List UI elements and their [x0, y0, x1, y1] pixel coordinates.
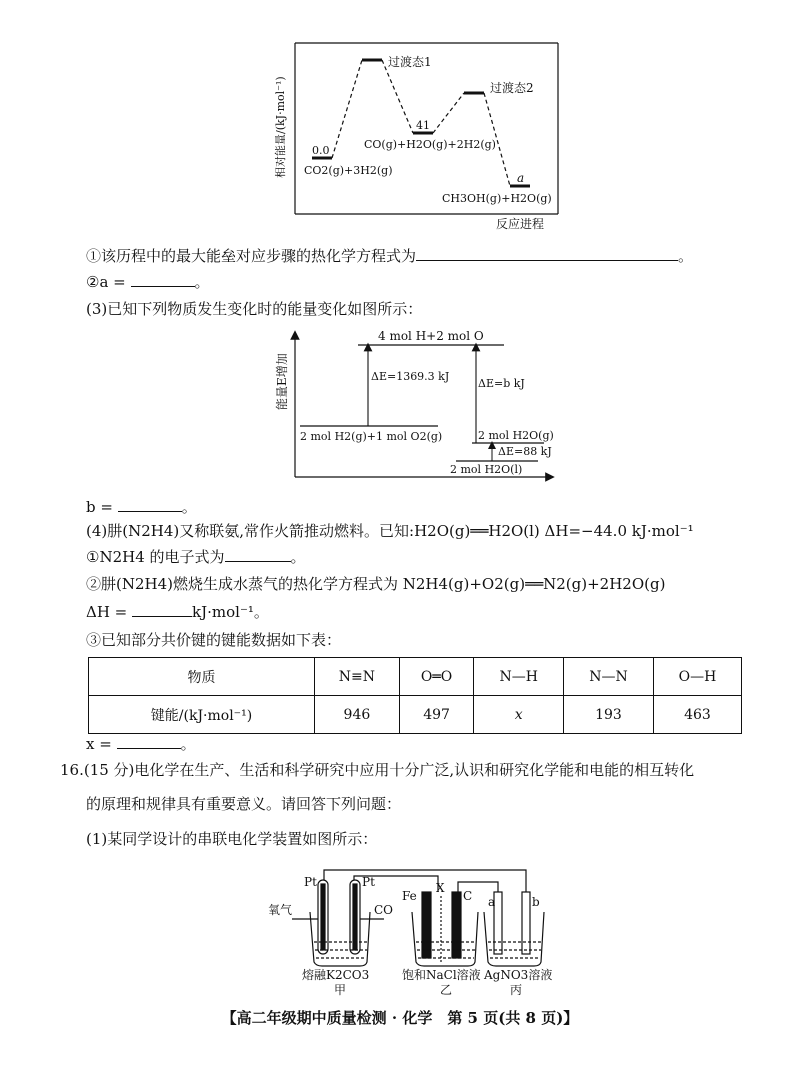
beaker-3-label: AgNO3溶液 — [484, 968, 553, 982]
y-axis-label: 能量E增加 — [275, 353, 289, 410]
table-header: N—N — [564, 658, 654, 696]
q4-item3: ③已知部分共价键的键能数据如下表： — [86, 631, 342, 649]
label-fe: Fe — [402, 889, 417, 903]
q16-line2: 的原理和规律具有重要意义。请回答下列问题： — [86, 795, 402, 813]
table-header: O═O — [399, 658, 473, 696]
table-cell: 193 — [564, 696, 654, 734]
bond-energy-diagram — [270, 325, 560, 490]
q3-text: (3)已知下列物质发生变化时的能量变化如图所示： — [86, 300, 423, 318]
level-intermediate-species: CO(g)+H2O(g)+2H2(g) — [364, 138, 496, 151]
table-cell: 463 — [653, 696, 741, 734]
answer-blank-b[interactable] — [118, 497, 182, 512]
electrode-b — [522, 892, 530, 954]
level-start-value: 0.0 — [312, 144, 330, 157]
electrode-fe — [422, 892, 431, 958]
q4-intro: (4)肼(N2H4)又称联氨,常作火箭推动燃料。已知:H2O(g)══H2O(l) ΔH=−44.0 kJ·mol⁻¹ — [86, 522, 694, 540]
dE2-label: ΔE=b kJ — [478, 377, 525, 390]
label-pt-left: Pt — [304, 875, 317, 889]
bottom-level-label: 2 mol H2O(l) — [450, 463, 523, 476]
label-b: b — [532, 895, 540, 909]
q4-item2: ②肼(N2H4)燃烧生成水蒸气的热化学方程式为 N2H4(g)+O2(g)══N2(g)+2H2O(g) — [86, 575, 666, 593]
level-end-species: CH3OH(g)+H2O(g) — [442, 192, 552, 205]
table-header: O—H — [653, 658, 741, 696]
answer-blank-x[interactable] — [117, 734, 181, 749]
answer-blank-1[interactable] — [416, 246, 678, 261]
beaker-1-name: 甲 — [334, 983, 347, 997]
electrode-pt-left-inner — [321, 884, 325, 950]
label-gas-left: 氧气 — [268, 903, 293, 917]
q3-answer: b = 。 — [86, 498, 197, 516]
connector-3 — [433, 93, 464, 133]
energy-profile-diagram — [270, 38, 570, 233]
electrochemical-apparatus — [262, 862, 582, 1002]
q16-sub1: (1)某同学设计的串联电化学装置如图所示： — [86, 830, 378, 848]
answer-blank-dH[interactable] — [132, 602, 192, 617]
level-ts2-label: 过渡态2 — [490, 81, 534, 95]
beaker-2-name: 乙 — [440, 983, 453, 997]
table-cell: 946 — [314, 696, 399, 734]
dE1-label: ΔE=1369.3 kJ — [371, 370, 450, 383]
beaker-3-name: 丙 — [510, 983, 523, 997]
electrode-a — [494, 892, 502, 954]
table-cell: 键能/(kJ·mol⁻¹) — [89, 696, 315, 734]
label-c: C — [463, 889, 473, 903]
label-x: X — [436, 881, 445, 895]
q2-item1: ①该历程中的最大能垒对应步骤的热化学方程式为 。 — [86, 247, 694, 265]
x-axis-label: 反应进程 — [496, 217, 545, 231]
label-gas-right: CO — [374, 903, 394, 917]
electrode-c — [452, 892, 461, 958]
answer-blank-a[interactable] — [131, 272, 195, 287]
level-start-species: CO2(g)+3H2(g) — [304, 164, 393, 177]
connector-1 — [332, 60, 362, 158]
table-header: 物质 — [89, 658, 315, 696]
page-footer: 【高二年级期中质量检测 · 化学 第 5 页(共 8 页)】 — [221, 1009, 579, 1027]
table-cell: 497 — [399, 696, 473, 734]
answer-blank-electron[interactable] — [225, 547, 291, 562]
left-level-label: 2 mol H2(g)+1 mol O2(g) — [300, 430, 443, 443]
beaker-1-label: 熔融K2CO3 — [302, 968, 370, 982]
y-axis-label: 相对能量/(kJ·mol⁻¹) — [274, 76, 287, 178]
bond-energy-table — [88, 657, 742, 734]
label-a: a — [488, 895, 496, 909]
table-header: N≡N — [314, 658, 399, 696]
level-end-value: a — [517, 171, 525, 185]
level-intermediate-value: 41 — [416, 119, 430, 132]
connector-2 — [382, 60, 413, 133]
q16-line1: 16.(15 分)电化学在生产、生活和科学研究中应用十分广泛,认识和研究化学能和电能的相互转化 — [60, 761, 695, 779]
table-cell: x — [474, 696, 564, 734]
electrode-pt-right-inner — [353, 884, 357, 950]
q4-item2-dH: ΔH = kJ·mol⁻¹。 — [86, 603, 269, 621]
table-header: N—H — [474, 658, 564, 696]
top-level-label: 4 mol H+2 mol O — [378, 329, 484, 343]
table-header-row — [89, 658, 742, 696]
dE3-label: ΔE=88 kJ — [498, 445, 552, 458]
mid-level-label: 2 mol H2O(g) — [478, 429, 554, 442]
table-row — [89, 696, 742, 734]
beaker-2-label: 饱和NaCl溶液 — [402, 968, 481, 982]
label-pt-right: Pt — [362, 875, 375, 889]
q4-answer: x = 。 — [86, 735, 196, 753]
q4-item1: ①N2H4 的电子式为 。 — [86, 548, 306, 566]
q2-item2: ②a = 。 — [86, 273, 210, 291]
level-ts1-label: 过渡态1 — [388, 55, 432, 69]
